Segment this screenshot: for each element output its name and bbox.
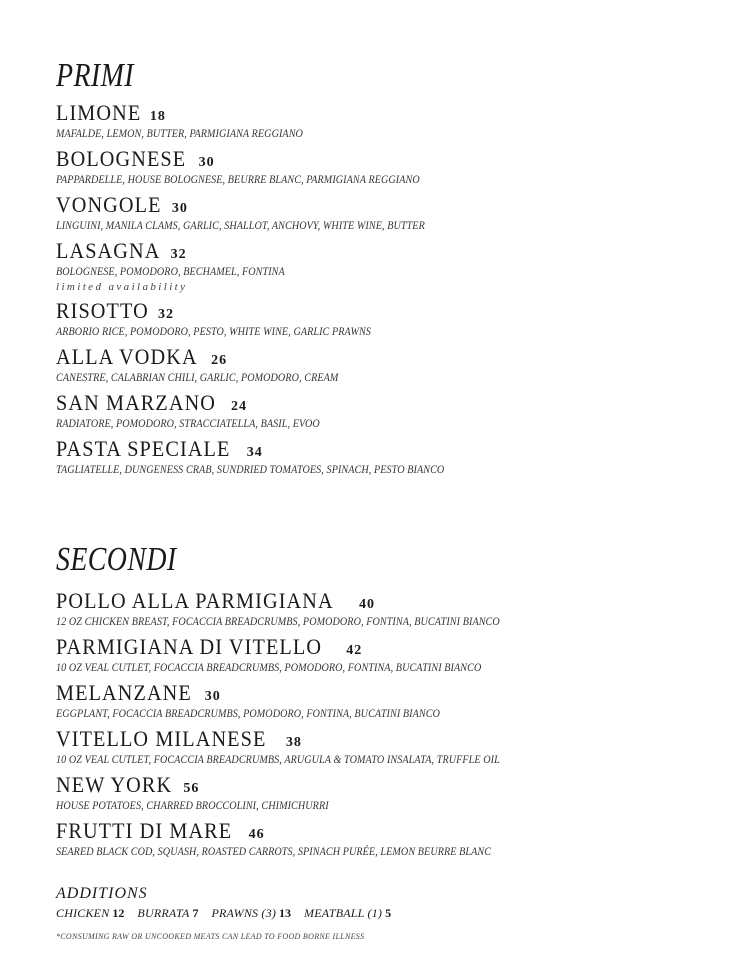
additions-title: ADDITIONS [56, 885, 148, 902]
item-price: 34 [246, 445, 263, 460]
item-price: 38 [285, 735, 302, 750]
item-name: SAN MARZANO [56, 390, 217, 415]
item-price: 32 [170, 247, 187, 262]
item-price: 46 [248, 827, 265, 842]
menu-item [56, 726, 716, 768]
item-price: 30 [198, 155, 215, 170]
item-description: TAGLIATELLE, DUNGENESS CRAB, SUNDRIED TOMATOES, SPINACH, PESTO BIANCO [56, 464, 445, 476]
item-price: 32 [157, 307, 174, 322]
menu-item [56, 238, 716, 294]
item-price: 30 [204, 689, 221, 704]
addition-price: 7 [192, 906, 199, 920]
secondi-title: SECONDI [56, 541, 177, 578]
menu-page [56, 52, 716, 941]
addition-price: 12 [112, 906, 125, 920]
addition-name: MEATBALL (1) [304, 906, 383, 920]
item-name: NEW YORK [56, 772, 173, 797]
item-description: HOUSE POTATOES, CHARRED BROCCOLINI, CHIMICHURRI [56, 800, 329, 812]
primi-title: PRIMI [56, 57, 134, 94]
item-name: ALLA VODKA [56, 344, 198, 369]
item-description: PAPPARDELLE, HOUSE BOLOGNESE, BEURRE BLANC, PARMIGIANA REGGIANO [56, 174, 420, 186]
item-description: SEARED BLACK COD, SQUASH, ROASTED CARROTS, SPINACH PURÉE, LEMON BEURRE BLANC [56, 846, 492, 858]
menu-item [56, 344, 716, 386]
menu-item [56, 100, 716, 142]
item-name: LASAGNA [56, 238, 161, 263]
menu-item [56, 634, 716, 676]
menu-item [56, 680, 716, 722]
item-description: EGGPLANT, FOCACCIA BREADCRUMBS, POMODORO, FONTINA, BUCATINI BIANCO [56, 708, 440, 720]
addition-name: BURRATA [137, 906, 190, 920]
item-name: PARMIGIANA DI VITELLO [56, 634, 323, 659]
additions-list [56, 904, 716, 922]
addition-name: CHICKEN [56, 906, 110, 920]
item-description: 12 OZ CHICKEN BREAST, FOCACCIA BREADCRUMBS, POMODORO, FONTINA, BUCATINI BIANCO [56, 616, 500, 628]
item-price: 56 [183, 781, 200, 796]
item-name: PASTA SPECIALE [56, 436, 231, 461]
item-name: VONGOLE [56, 192, 162, 217]
item-description: 10 OZ VEAL CUTLET, FOCACCIA BREADCRUMBS, ARUGULA & TOMATO INSALATA, TRUFFLE OIL [56, 754, 500, 766]
item-name: LIMONE [56, 100, 142, 125]
item-price: 42 [346, 643, 363, 658]
item-price: 24 [231, 399, 248, 414]
item-price: 30 [171, 201, 188, 216]
item-description: CANESTRE, CALABRIAN CHILI, GARLIC, POMODORO, CREAM [56, 372, 339, 384]
item-note: limited availability [56, 281, 188, 293]
addition-price: 5 [385, 906, 392, 920]
item-price: 40 [358, 597, 375, 612]
addition-name: PRAWNS (3) [211, 906, 277, 920]
menu-item [56, 298, 716, 340]
item-description: BOLOGNESE, POMODORO, BECHAMEL, FONTINA [56, 266, 285, 278]
item-description: MAFALDE, LEMON, BUTTER, PARMIGIANA REGGIANO [56, 128, 303, 140]
menu-item [56, 390, 716, 432]
menu-item [56, 588, 716, 630]
menu-item [56, 436, 716, 478]
addition-price: 13 [279, 906, 292, 920]
menu-item [56, 772, 716, 814]
item-name: RISOTTO [56, 298, 149, 323]
menu-item [56, 818, 716, 860]
secondi-list [56, 588, 716, 860]
item-name: POLLO ALLA PARMIGIANA [56, 588, 334, 613]
item-name: FRUTTI DI MARE [56, 818, 233, 843]
item-description: LINGUINI, MANILA CLAMS, GARLIC, SHALLOT, ANCHOVY, WHITE WINE, BUTTER [56, 220, 425, 232]
disclaimer: *CONSUMING RAW OR UNCOOKED MEATS CAN LEAD TO FOOD BORNE ILLNESS [56, 932, 365, 941]
item-name: MELANZANE [56, 680, 192, 705]
menu-item [56, 192, 716, 234]
item-description: RADIATORE, POMODORO, STRACCIATELLA, BASIL, EVOO [56, 418, 320, 430]
menu-item [56, 146, 716, 188]
item-name: BOLOGNESE [56, 146, 187, 171]
primi-list [56, 100, 716, 478]
item-price: 26 [211, 353, 228, 368]
item-description: 10 OZ VEAL CUTLET, FOCACCIA BREADCRUMBS, POMODORO, FONTINA, BUCATINI BIANCO [56, 662, 482, 674]
section-spacer [56, 478, 716, 536]
item-price: 18 [149, 109, 166, 124]
item-name: VITELLO MILANESE [56, 726, 267, 751]
item-description: ARBORIO RICE, POMODORO, PESTO, WHITE WINE, GARLIC PRAWNS [56, 326, 371, 338]
